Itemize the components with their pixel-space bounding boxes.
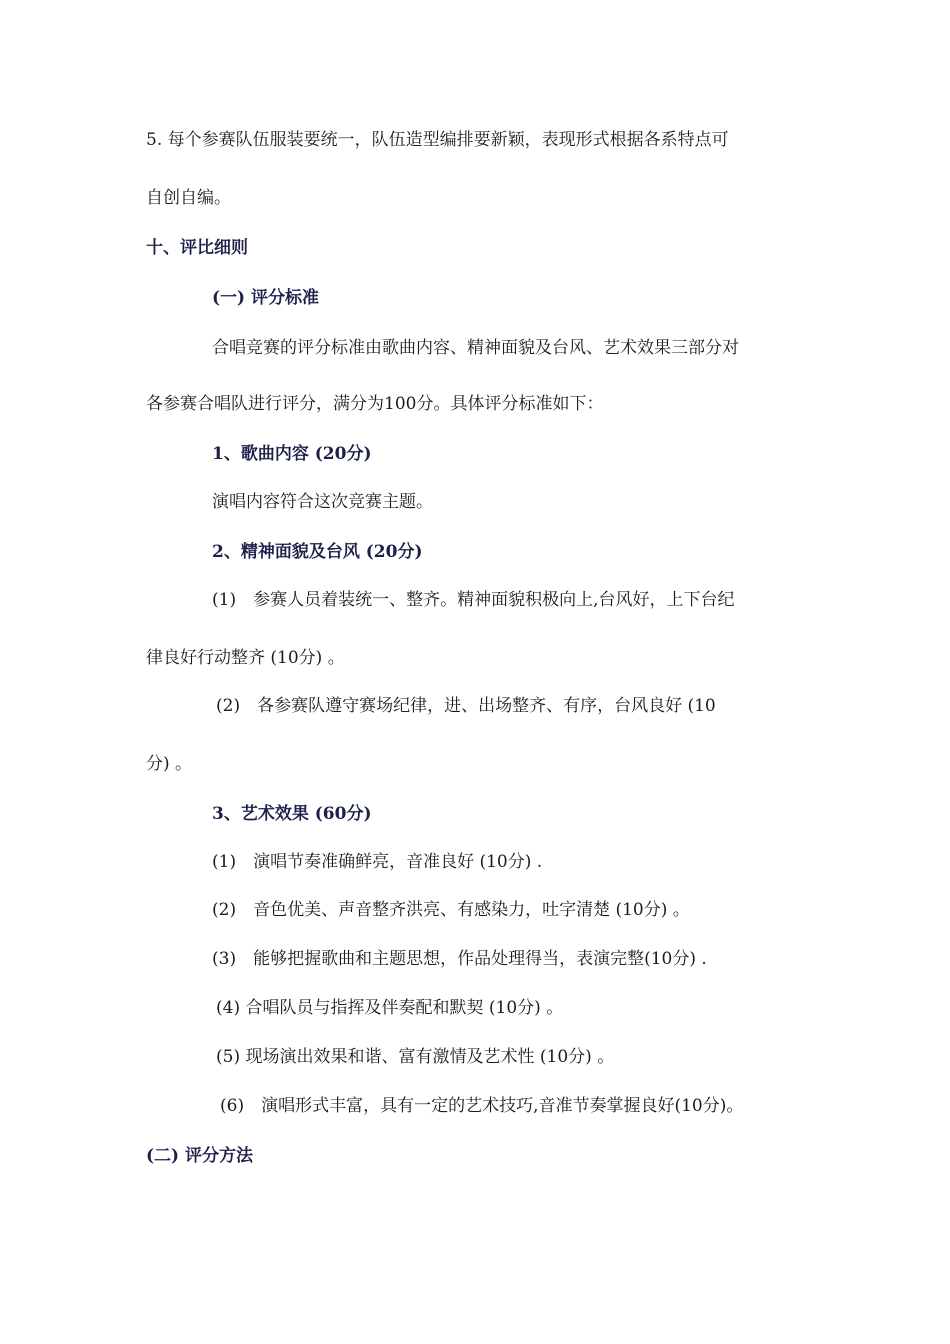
criterion-artistic-item-1: (1) 演唱节奏准确鲜亮，音准良好 (10分) .: [212, 852, 543, 872]
subsection-heading-scoring-method: (二) 评分方法: [146, 1146, 254, 1166]
criterion-spirit-item-1-line-2: 律良好行动整齐 (10分) 。: [146, 648, 345, 668]
criterion-artistic-item-2: (2) 音色优美、声音整齐洪亮、有感染力，吐字清楚 (10分) 。: [212, 900, 690, 920]
criterion-artistic-item-6: (6) 演唱形式丰富，具有一定的艺术技巧,音准节奏掌握良好(10分)。: [220, 1096, 744, 1116]
criterion-heading-artistic-effect: 3、艺术效果 (60分): [212, 804, 372, 824]
criterion-spirit-item-2-line-1: (2) 各参赛队遵守赛场纪律，进、出场整齐、有序，台风良好 (10: [216, 696, 716, 716]
criterion-heading-song-content: 1、歌曲内容 (20分): [212, 444, 372, 464]
section-heading-evaluation-rules: 十、评比细则: [146, 238, 248, 258]
criterion-spirit-item-2-line-2: 分) 。: [146, 754, 193, 774]
criterion-artistic-item-3: (3) 能够把握歌曲和主题思想，作品处理得当，表演完整(10分) .: [212, 949, 707, 969]
paragraph-scoring-intro-line-1: 合唱竞赛的评分标准由歌曲内容、精神面貌及台风、艺术效果三部分对: [212, 338, 739, 358]
criterion-artistic-item-5: (5) 现场演出效果和谐、富有激情及艺术性 (10分) 。: [216, 1047, 615, 1067]
subsection-heading-scoring-standard: (一) 评分标准: [212, 288, 320, 308]
criterion-heading-spirit-stage: 2、精神面貌及台风 (20分): [212, 542, 423, 562]
criterion-artistic-item-4: (4) 合唱队员与指挥及伴奏配和默契 (10分) 。: [216, 998, 564, 1018]
criterion-song-content-text: 演唱内容符合这次竞赛主题。: [212, 492, 433, 512]
criterion-spirit-item-1-line-1: (1) 参赛人员着装统一、整齐。精神面貌积极向上,台风好，上下台纪: [212, 590, 735, 610]
paragraph-rule-5-line-1: 5. 每个参赛队伍服装要统一，队伍造型编排要新颖，表现形式根据各系特点可: [146, 130, 729, 150]
paragraph-scoring-intro-line-2: 各参赛合唱队进行评分，满分为100分。具体评分标准如下：: [146, 394, 604, 414]
paragraph-rule-5-line-2: 自创自编。: [146, 188, 231, 208]
